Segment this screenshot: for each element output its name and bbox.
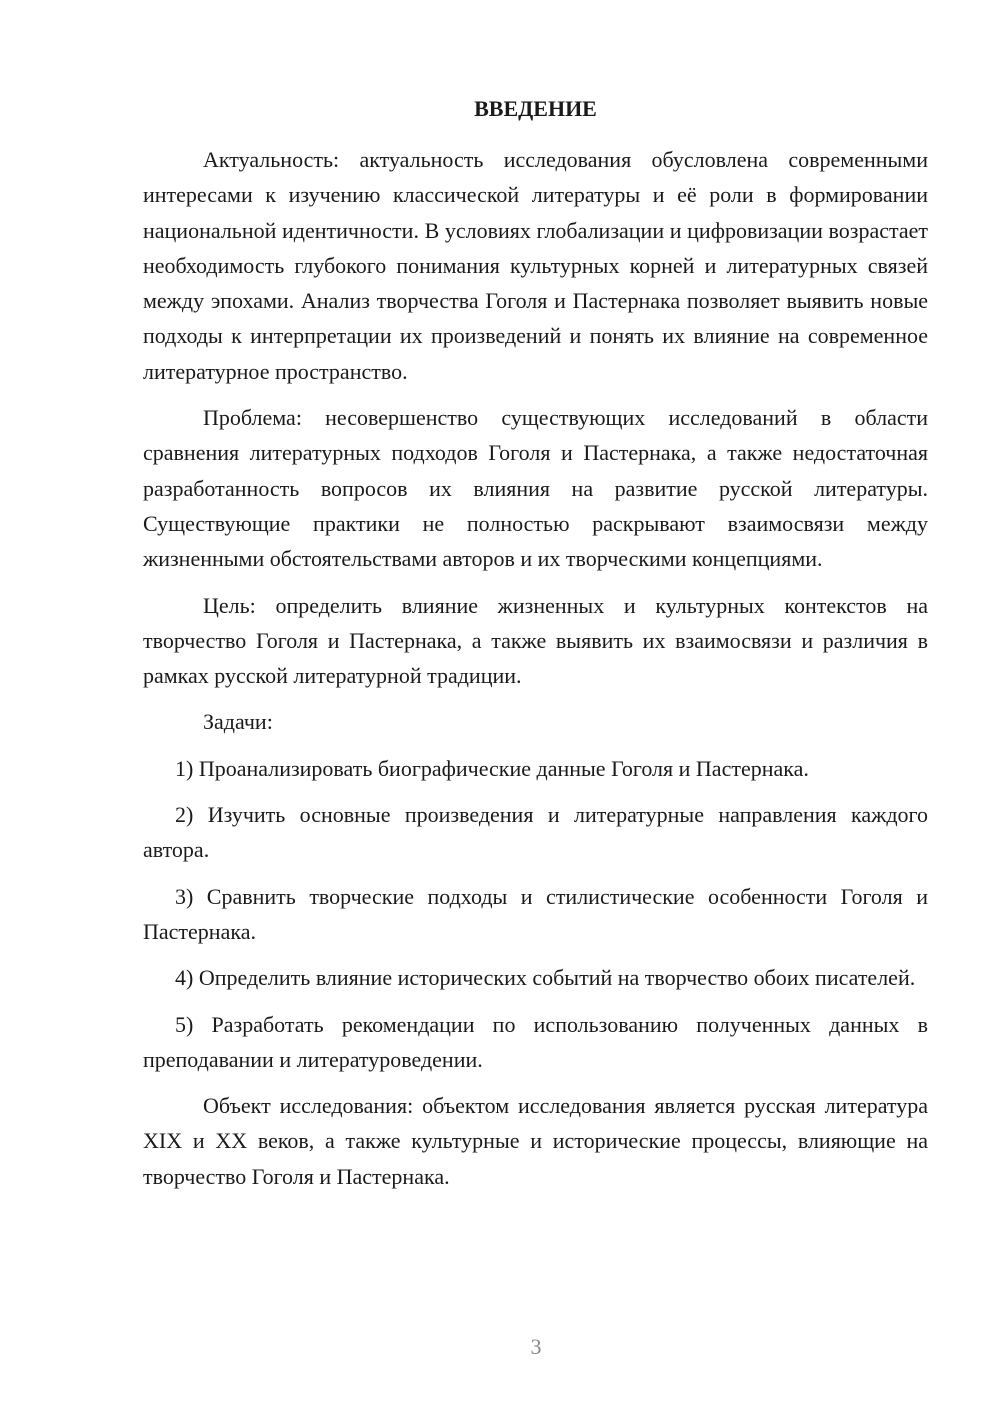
object-paragraph: Объект исследования: объектом исследования является русская литература XIX и XX веков, а также культурные и исторические процессы, влияющие на творчество Гоголя и Пастернака. bbox=[143, 1093, 928, 1189]
section-title: ВВЕДЕНИЕ bbox=[474, 96, 597, 121]
relevance-paragraph: Актуальность: актуальность исследования обусловлена современными интересами к изучению классической литературы и её роли в формировании национальной идентичности. В условиях глобализации и цифровизации возрастает необходимость глубокого понимания культурных корней и литературных связей между эпохами. Анализ творчества Гоголя и Пастернака позволяет выявить новые подходы к интерпретации их произведений и понять их влияние на современное литературное пространство. bbox=[143, 147, 928, 384]
task-item-3: 3) Сравнить творческие подходы и стилистические особенности Гоголя и Пастернака. bbox=[143, 883, 928, 944]
document-body bbox=[143, 142, 928, 1205]
tasks-heading: Задачи: bbox=[203, 709, 273, 735]
task-item-4: 4) Определить влияние исторических событий на творчество обоих писателей. bbox=[175, 965, 916, 991]
task-item-1: 1) Проанализировать биографические данные Гоголя и Пастернака. bbox=[175, 755, 809, 781]
page-number: 3 bbox=[530, 1334, 542, 1359]
task-item-5: 5) Разработать рекомендации по использованию полученных данных в преподавании и литературоведении. bbox=[143, 1011, 928, 1072]
goal-paragraph: Цель: определить влияние жизненных и культурных контекстов на творчество Гоголя и Пастернака, а также выявить их взаимосвязи и различия в рамках русской литературной традиции. bbox=[143, 592, 928, 689]
problem-paragraph: Проблема: несовершенство существующих исследований в области сравнения литературных подходов Гоголя и Пастернака, а также недостаточная разработанность вопросов их влияния на развитие русской литературы. Существующие практики не полностью раскрывают взаимосвязи между жизненными обстоятельствами авторов и их творческими концепциями. bbox=[143, 405, 928, 572]
task-item-2: 2) Изучить основные произведения и литературные направления каждого автора. bbox=[143, 802, 928, 863]
